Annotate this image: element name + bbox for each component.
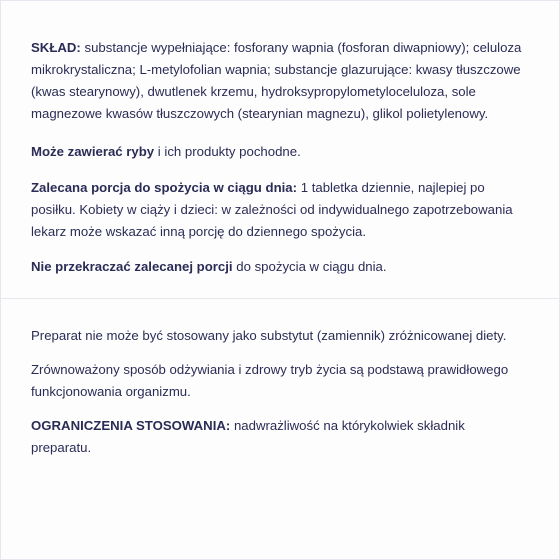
ingredients-label: SKŁAD: [31, 40, 81, 55]
restrictions-paragraph [31, 415, 501, 459]
ingredients-text: substancje wypełniające: fosforany wapnia (fosforan diwapniowy); celuloza mikrokrystaliczna; L-metylofolian wapnia; substancje glazurujące: kwasy tłuszczowe (kwas stearynowy), dwutlenek krzemu, hydroksypropylometyloceluloza, sole magnezowe kwasów tłuszczowych (stearynian magnezu), glikol polietylenowy. [31, 40, 522, 121]
dosage-text: 1 tabletka dziennie, najlepiej po posiłku. Kobiety w ciąży i dzieci: w zależności od indywidualnego zapotrzebowania lekarz może wskazać inną porcję do dziennego spożycia. [31, 180, 513, 239]
allergen-paragraph [31, 141, 539, 163]
dosage-label: Zalecana porcja do spożycia w ciągu dnia: [31, 180, 298, 195]
substitute-note: Preparat nie może być stosowany jako substytut (zamiennik) zróżnicowanej diety. [31, 328, 507, 343]
warning-text: do spożycia w ciągu dnia. [232, 259, 387, 274]
warning-paragraph [31, 256, 539, 278]
ingredients-paragraph [31, 37, 536, 125]
composition-section [1, 1, 559, 299]
dosage-paragraph [31, 177, 531, 243]
lifestyle-note: Zrównoważony sposób odżywiania i zdrowy tryb życia są podstawą prawidłowego funkcjonowania organizmu. [31, 362, 509, 399]
restrictions-label: OGRANICZENIA STOSOWANIA: [31, 418, 231, 433]
restrictions-text: nadwrażliwość na którykolwiek składnik preparatu. [31, 418, 465, 455]
usage-notes-section [1, 299, 559, 560]
allergen-label: Może zawierać ryby [31, 144, 155, 159]
warning-label: Nie przekraczać zalecanej porcji [31, 259, 233, 274]
allergen-text: i ich produkty pochodne. [154, 144, 301, 159]
